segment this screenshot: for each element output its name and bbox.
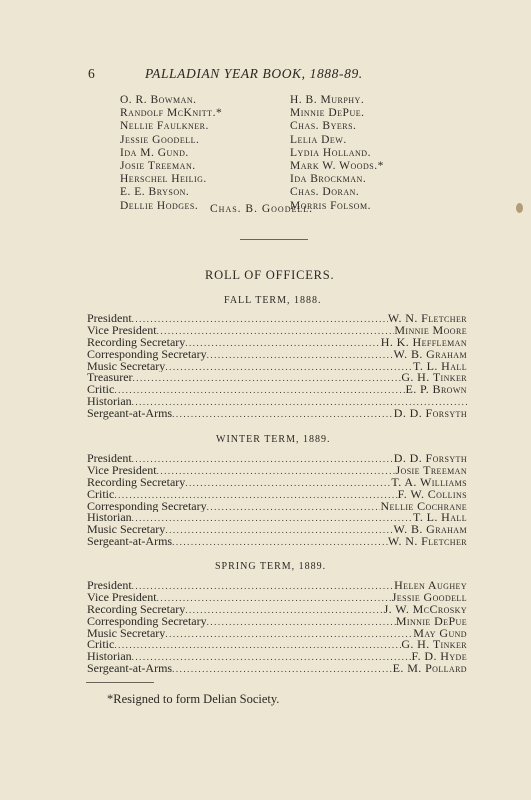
member-name: Lelia Dew. [290,133,347,146]
officer-name: Josie Treeman [395,464,467,477]
dot-leader [207,502,381,513]
officer-row [87,524,467,536]
officer-name: Nellie Cochrane [380,500,467,513]
dot-leader [172,409,394,420]
officer-role: Recording Secretary [87,336,186,349]
dot-leader [132,397,467,408]
officer-row [87,372,467,384]
dot-leader [207,350,394,361]
officer-name: E. M. Pollard [392,663,467,676]
dot-leader [172,537,388,548]
officer-role: Sergeant-at-Arms [87,408,173,421]
officer-role: Critic [87,639,115,652]
officer-role: Vice President [87,464,157,477]
officer-row [87,604,467,616]
member-name: Dellie Hodges. [120,199,199,212]
member-column-left [120,94,222,213]
officer-row [87,396,467,408]
member-name: Herschel Heilig. [120,173,207,186]
dot-leader [172,664,393,675]
officer-row [87,489,467,501]
member-name: O. R. Bowman. [120,94,197,106]
term-heading-winter: WINTER TERM, 1889. [216,434,331,445]
member-name: Jessie Goodell. [120,133,200,146]
member-name: E. E. Bryson. [120,186,190,199]
officer-row [87,408,467,420]
section-divider [240,239,308,240]
officer-name: T. L. Hall [413,360,467,373]
officer-name: W. N. Fletcher [387,536,467,549]
officer-role: Historian [87,512,132,525]
officer-role: Music Secretary [87,524,166,537]
officer-list-fall [87,313,467,420]
officer-row [87,616,467,628]
officer-role: Sergeant-at-Arms [87,663,173,676]
dot-leader [132,652,412,663]
officer-row [87,337,467,349]
officer-role: Sergeant-at-Arms [87,536,173,549]
running-title: PALLADIAN YEAR BOOK, 1888-89. [145,66,363,81]
roll-of-officers-heading: ROLL OF OFFICERS. [205,268,335,282]
officer-role: Critic [87,488,115,501]
officer-role: Corresponding Secretary [87,500,207,513]
officer-list-winter [87,453,467,548]
footnote: *Resigned to form Delian Society. [107,692,280,706]
member-name-centered: Chas. B. Goodell. [210,203,314,215]
officer-row [87,477,467,489]
officer-row [87,465,467,477]
officer-row [87,536,467,548]
officer-name: G. H. Tinker [401,639,467,652]
officer-role: Recording Secretary [87,476,186,489]
officer-role: President [87,580,132,592]
member-name: H. B. Murphy. [290,94,365,106]
officer-role: Historian [87,651,132,664]
officer-row [87,651,467,663]
dot-leader [114,640,401,651]
officer-role: Music Secretary [87,360,166,373]
officer-row [87,592,467,604]
member-name: Mark W. Woods.* [290,160,384,173]
dot-leader [165,362,413,373]
officer-row [87,349,467,361]
officer-row [87,580,467,592]
dot-leader [157,466,396,477]
officer-name: W. B. Graham [393,348,467,361]
officer-role: Recording Secretary [87,603,186,616]
member-name: Chas. Doran. [290,186,360,199]
dot-leader [185,338,380,349]
member-name: Ida Brockman. [290,173,367,186]
officer-row [87,628,467,640]
member-name: Nellie Faulkner. [120,120,209,133]
officer-name: E. P. Brown [405,384,467,397]
officer-name: G. H. Tinker [401,372,467,385]
officer-role: Treasurer [87,372,133,385]
officer-name: J. W. McCrosky [383,603,467,616]
officer-role: Music Secretary [87,627,166,640]
term-heading-spring: SPRING TERM, 1889. [215,561,327,572]
member-name: Randolf McKnitt.* [120,107,223,120]
dot-leader [132,581,394,592]
officer-name: W. B. Graham [393,524,467,537]
paper-stain [516,203,523,213]
officer-name: Minnie DePue [395,615,467,628]
officer-name: May Gund [413,627,467,640]
dot-leader [185,605,383,616]
dot-leader [207,617,396,628]
member-name: Josie Treeman. [120,160,196,173]
dot-leader [114,490,397,501]
dot-leader [157,326,395,337]
officer-row [87,325,467,337]
officer-row [87,501,467,513]
officer-name: T. A. Williams [391,476,467,489]
officer-role: Vice President [87,591,157,604]
member-name: Minnie DePue. [290,107,365,120]
dot-leader [157,593,392,604]
member-name: Ida M. Gund. [120,146,189,159]
officer-name: D. D. Forsyth [393,453,467,465]
officer-role: Vice President [87,324,157,337]
page-number: 6 [88,66,96,81]
dot-leader [185,478,391,489]
dot-leader [132,314,388,325]
officer-row [87,313,467,325]
officer-name: Minnie Moore [394,324,467,337]
officer-row [87,361,467,373]
footnote-rule [86,682,154,683]
officer-role: Historian [87,396,132,409]
officer-role: President [87,313,132,325]
officer-row [87,384,467,396]
officer-row [87,639,467,651]
officer-row [87,453,467,465]
member-name: Lydia Holland. [290,146,371,159]
dot-leader [132,454,394,465]
officer-role: Corresponding Secretary [87,615,207,628]
officer-role: Corresponding Secretary [87,348,207,361]
officer-name: F. W. Collins [397,488,467,501]
officer-name: Jessie Goodell [391,591,467,604]
officer-name: H. K. Heffleman [380,336,467,349]
officer-name: F. D. Hyde [411,651,467,664]
dot-leader [165,525,393,536]
dot-leader [114,385,405,396]
member-name: Morris Folsom. [290,199,371,212]
term-heading-fall: FALL TERM, 1888. [224,295,322,306]
officer-name: T. L. Hall [413,512,467,525]
officer-name: Helen Aughey [394,580,467,592]
officer-row [87,512,467,524]
officer-row [87,663,467,675]
officer-role: Critic [87,384,115,397]
member-column-right [290,94,384,213]
member-name: Chas. Byers. [290,120,357,133]
officer-list-spring [87,580,467,675]
officer-role: President [87,453,132,465]
dot-leader [133,373,402,384]
dot-leader [165,629,413,640]
officer-name: D. D. Forsyth [393,408,467,421]
officer-name: W. N. Fletcher [387,313,467,325]
dot-leader [132,513,413,524]
